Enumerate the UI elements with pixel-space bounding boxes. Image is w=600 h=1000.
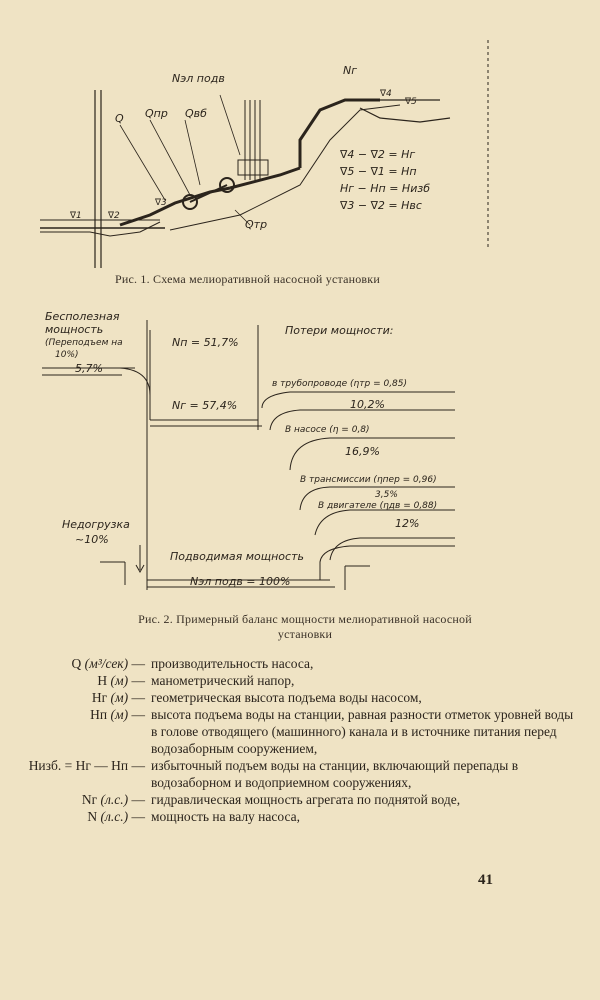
label-v5: ∇5 [405,97,417,107]
def-text: геометрическая высота подъема воды насосом, [151,690,422,705]
def-text: производительность насоса, [151,656,314,671]
useless-line-1: Бесполезная [45,310,120,323]
useless-line-3: (Переподъем на [45,338,123,348]
loss-pipe-value: 10,2% [350,398,385,411]
def-unit: (м) [110,673,129,688]
loss-pump-value: 16,9% [345,445,380,458]
ng-value: Nг = 57,4% [172,399,238,412]
loss-trans-value: 3,5% [375,490,398,500]
def-unit: (м³/сек) [84,656,129,671]
def-symbol: Hизб. = Hг — Hп [28,758,129,773]
label-q-pr: Qпр [145,107,168,120]
definition-row: H (м) — манометрический напор, [20,672,580,689]
def-text: избыточный подъем воды на станции, включающий перепады в водозаборном и водоприемном сооружениях, [151,758,519,790]
def-unit: (л.с.) [100,809,129,824]
def-unit: (м) [110,707,129,722]
equation-4: ∇3 − ∇2 = Hвс [340,199,422,212]
definition-row: N (л.с.) — мощность на валу насоса, [20,808,580,825]
loss-trans-label: В трансмиссии (ηпер = 0,96) [300,475,437,485]
figure-2-caption-line-2: установки [277,627,333,641]
def-text: высота подъема воды на станции, равная разности отметок уровней воды в голове отводящего (машинного) канала и в источнике питания перед водозаборным сооружением, [151,707,574,756]
figure-1-caption: Рис. 1. Схема мелиоративной насосной установки [115,272,380,286]
supplied-value: Nэл подв = 100% [190,575,291,588]
label-n-el-pod: Nэл подв [172,72,225,85]
label-v4: ∇4 [380,89,392,99]
definitions-list [20,655,580,825]
supplied-label: Подводимая мощность [170,550,304,563]
definition-row: Hизб. = Hг — Hп — избыточный подъем воды на станции, включающий перепады в водозаборном и водоприемном сооружениях, [20,757,580,791]
loss-motor-value: 12% [395,517,420,530]
losses-title: Потери мощности: [285,324,394,337]
definition-row: Hг (м) — геометрическая высота подъема воды насосом, [20,689,580,706]
equation-1: ∇4 − ∇2 = Hг [340,148,416,161]
def-text: манометрический напор, [151,673,295,688]
loss-motor-label: В двигателе (ηдв = 0,88) [318,501,438,511]
figure-2-caption [85,612,525,642]
label-n-g: Nг [343,64,358,77]
label-q-vb: Qвб [185,107,207,120]
page-number: 41 [478,872,493,888]
np-value: Nп = 51,7% [172,336,239,349]
label-v2: ∇2 [108,211,120,221]
underload-line-1: Недогрузка [62,518,130,531]
def-unit: (м) [110,690,129,705]
figure-2-caption-line-1: Рис. 2. Примерный баланс мощности мелиоративной насосной [138,612,472,626]
def-symbol: Nг [81,792,98,807]
def-text: гидравлическая мощность агрегата по поднятой воде, [151,792,461,807]
def-symbol: Hг [91,690,108,705]
useless-line-4: 10%) [55,350,79,360]
equation-3: Hг − Hп = Hизб [340,182,430,195]
label-q: Q [115,112,124,125]
underload-line-2: ~10% [75,533,109,546]
def-symbol: N [87,809,98,824]
useless-line-2: мощность [45,323,104,336]
def-symbol: H [97,673,108,688]
definition-row: Q (м³/сек) — производительность насоса, [20,655,580,672]
def-symbol: Hп [90,707,108,722]
def-text: мощность на валу насоса, [151,809,301,824]
definition-row: Hп (м) — высота подъема воды на станции, равная разности отметок уровней воды в голове отводящего (машинного) канала и в источнике питания перед водозаборным сооружением, [20,706,580,757]
label-q-tr: Qтр [245,218,268,231]
def-unit: (л.с.) [100,792,129,807]
loss-pipe-label: в трубопроводе (ηтр = 0,85) [272,379,408,389]
label-v1: ∇1 [70,211,82,221]
loss-pump-label: В насосе (η = 0,8) [285,425,370,435]
equation-2: ∇5 − ∇1 = Hп [340,165,417,178]
def-symbol: Q [71,656,82,671]
label-v3: ∇3 [155,198,167,208]
useless-value: 5,7% [75,362,103,375]
definition-row: Nг (л.с.) — гидравлическая мощность агрегата по поднятой воде, [20,791,580,808]
